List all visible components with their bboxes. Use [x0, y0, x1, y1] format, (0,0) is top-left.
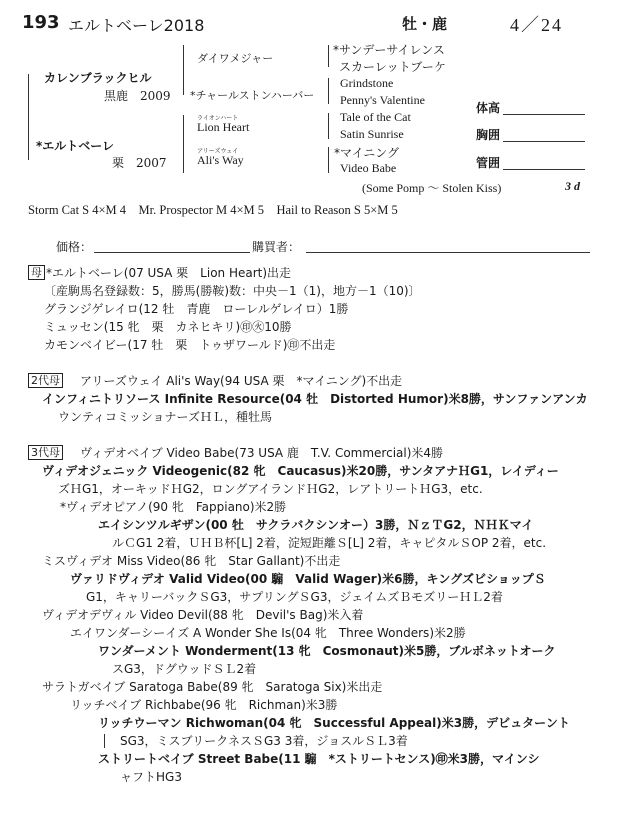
pedigree-bracket-dam: [183, 115, 184, 173]
price-label: 価格：: [56, 240, 93, 254]
second-dam-line: ウンティコミッショナーズＨＬ，種牡馬: [58, 410, 272, 424]
bracket-sd: [328, 78, 329, 104]
dd-sire: *マイニング: [334, 146, 400, 160]
third-dam-line: ワンダーメント Wonderment(13 牝 Cosmonaut)米5勝，ブルボネットオーク: [98, 644, 556, 658]
price-blank[interactable]: [94, 252, 250, 253]
dam-dam-ruby: アリーズウェイ: [197, 148, 239, 155]
sire-sire: ダイワメジャー: [197, 52, 274, 65]
dd-dam-parents: (Some Pomp ～ Stolen Kiss): [362, 181, 502, 195]
dam-label: [28, 264, 45, 280]
height-label: 体高: [476, 101, 501, 115]
cannon-label: 管囲: [476, 156, 501, 170]
dam-sire-ruby: ライオンハート: [197, 115, 239, 122]
ss-sire: *サンデーサイレンス: [333, 43, 445, 57]
third-dam-line: ズＨG1，オーキッドＨG2，ロングアイランドＨG2，レアトリートＨG3，etc.: [58, 482, 483, 496]
sire-dam: *チャールストンハーバー: [190, 89, 315, 102]
sire-color-year: 黒鹿 2009: [104, 89, 171, 103]
third-dam-line: スG3，ドグウッドＳＬ2着: [112, 662, 257, 676]
third-dam-line: SG3，ミスブリークネスＳG3 3着，ジョスルＳＬ3着: [120, 734, 408, 748]
lot-number: 193: [22, 12, 60, 33]
dam-sire: Lion Heart: [197, 120, 250, 134]
dam-line: カモンベイビー(17 牡 栗 トゥザワールド)㊞不出走: [44, 338, 336, 352]
buyer-label: 購買者：: [252, 240, 301, 254]
chest-label: 胸囲: [476, 128, 501, 142]
dam-line: ミュッセン(15 牝 栗 カネヒキリ)㊞㊋10勝: [44, 320, 292, 334]
dam-label-box: 母: [28, 265, 45, 280]
third-dam-line: リッチベイブ Richbabe(96 牝 Richman)米3勝: [70, 698, 338, 712]
pedigree-bracket-main: [28, 74, 29, 160]
third-dam-line: ヴァリドヴィデオ Valid Video(00 騸 Valid Wager)米6勝，キングズビショップＳ: [70, 572, 546, 586]
bracket-ss: [328, 45, 329, 67]
horse-name: エルトベーレ2018: [68, 16, 205, 35]
second-dam-line: インフィニトリソース Infinite Resource(04 牡 Distorted Humor)米8勝，サンファンアンカ: [42, 392, 588, 406]
third-dam-line: *ヴィデオピアノ(90 牝 Fappiano)米2勝: [60, 500, 287, 514]
pedigree-bracket-sire: [183, 45, 184, 95]
dam-name: *エルトベーレ: [36, 139, 115, 153]
bracket-dd: [328, 147, 329, 173]
inbreeding: Storm Cat S 4×M 4 Mr. Prospector M 4×M 5 Hail to Reason S 5×M 5: [28, 203, 398, 217]
third-dam-line: ミスヴィデオ Miss Video(86 牝 Star Gallant)不出走: [42, 554, 341, 568]
age: 3 d: [565, 179, 580, 193]
third-dam-line: エイシンツルギザン(00 牡 サクラバクシンオー）3勝，ＮｚＴG2，ＮＨＫマイ: [98, 518, 534, 532]
third-dam-line: サラトガベイブ Saratoga Babe(89 牝 Saratoga Six)米出走: [42, 680, 383, 694]
third-dam-line: ヴィデオデヴィル Video Devil(88 牝 Devil's Bag)米入着: [42, 608, 364, 622]
dam-color-year: 栗 2007: [112, 156, 167, 170]
dam-line: グランジゲレイロ(12 牡 青鹿 ローレルゲレイロ）1勝: [44, 302, 349, 316]
ds-sire: Tale of the Cat: [340, 110, 411, 124]
third-dam-line: ャフトHG3: [120, 770, 182, 784]
dam-dam: Ali's Way: [197, 153, 244, 167]
dam-line: 〔産駒馬名登録数：5，勝馬(勝鞍)数：中央－1（1)，地方－1（10)〕: [44, 284, 421, 298]
cannon-blank[interactable]: [503, 169, 585, 170]
third-dam-line: ストリートベイブ Street Babe(11 騸 *ストリートセンス)㊞米3勝，マインシ: [98, 752, 540, 766]
third-dam-line: リッチウーマン Richwoman(04 牝 Successful Appeal)米3勝，デビュターント: [98, 716, 570, 730]
third-dam-line: G1，キャリーバックＳG3，サプリングＳG3，ジェイムズＢモズリーＨＬ2着: [86, 590, 503, 604]
sd-sire: Grindstone: [340, 76, 394, 90]
second-dam-label: [28, 372, 63, 388]
third-dam-line: ルＣG1 2着，ＵＨＢ杯[L] 2着，淀短距離Ｓ[L] 2着，キャピタルＳOP 2着，etc.: [112, 536, 547, 550]
ss-dam: スカーレットブーケ: [339, 60, 446, 74]
branch-line: [104, 734, 105, 748]
second-dam-line: アリーズウェイ Ali's Way(94 USA 栗 *マイニング)不出走: [80, 374, 403, 388]
chest-blank[interactable]: [503, 141, 585, 142]
second-dam-label-box: 2代母: [28, 373, 63, 388]
height-blank[interactable]: [503, 114, 585, 115]
bracket-ds: [328, 113, 329, 139]
third-dam-label: [28, 444, 63, 460]
third-dam-label-box: 3代母: [28, 445, 63, 460]
sd-dam: Penny's Valentine: [340, 93, 425, 107]
dd-dam: Video Babe: [340, 161, 397, 175]
third-dam-line: エイワンダーシーイズ A Wonder She Is(04 牝 Three Wonders)米2勝: [70, 626, 466, 640]
ds-dam: Satin Sunrise: [340, 127, 404, 141]
third-dam-line: ヴィデオベイブ Video Babe(73 USA 鹿 T.V. Commercial)米4勝: [80, 446, 444, 460]
date: 4／24: [510, 15, 563, 35]
sire-name: カレンブラックヒル: [44, 71, 152, 85]
sex-color: 牡・鹿: [402, 15, 448, 33]
third-dam-line: ヴィデオジェニック Videogenic(82 牝 Caucasus)米20勝，サンタアナＨG1，レイディー: [42, 464, 559, 478]
buyer-blank[interactable]: [306, 252, 590, 253]
dam-line: *エルトベーレ(07 USA 栗 Lion Heart)出走: [46, 266, 292, 280]
